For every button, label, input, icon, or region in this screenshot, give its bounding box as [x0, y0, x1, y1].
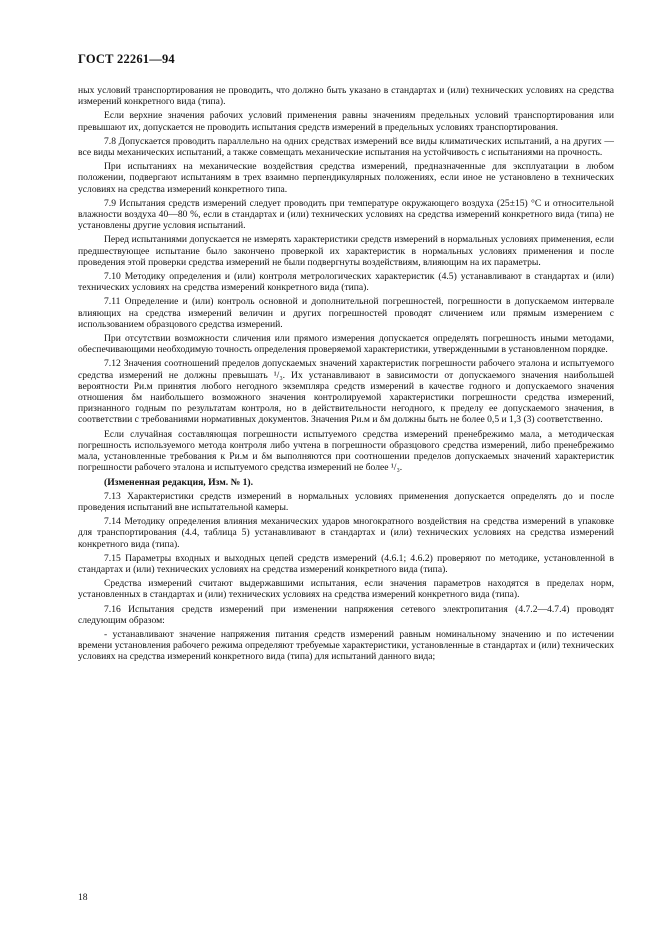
paragraph: 7.9 Испытания средств измерений следует проводить при температуре окружающего воздуха (25±15) °С и относительной влажности воздуха 40—80 %, если в стандартах и (или) технических условиях на средства измерений конкретного вида (типа) не установлены другие условия испытаний. [78, 197, 614, 232]
paragraph: При испытаниях на механические воздействия средства измерений, предназначенные для эксплуатации в любом положении, подвергают испытаниям в трех взаимно перпендикулярных положениях, если иное не установлено в технических условиях на средства измерений конкретного типа. [78, 161, 614, 195]
paragraph: 7.14 Методику определения влияния механических ударов многократного воздействия на средства измерений в упаковке для транспортирования (4.4, таблица 5) устанавливают в стандартах и (или) технических условиях на средства измерений конкретного вида (типа). [78, 516, 614, 550]
paragraph: 7.8 Допускается проводить параллельно на одних средствах измерений все виды климатических испытаний, а на других — все виды механических испытаний, а также совмещать механические испытания на устойчивость с испытаниями на прочность. [78, 135, 614, 159]
paragraph: 7.13 Характеристики средств измерений в нормальных условиях применения допускается определять до и после проведения испытаний вне испытательной камеры. [78, 490, 614, 513]
amendment-note: (Измененная редакция, Изм. № 1). [104, 476, 254, 488]
paragraph: 7.16 Испытания средств измерений при изменении напряжения сетевого электропитания (4.7.2—4.7.4) проводят следующим образом: [78, 603, 614, 626]
paragraph: ных условий транспортирования не проводить, что должно быть указано в стандартах и (или) технических условиях на средства измерений конкретного вида (типа). [78, 85, 614, 108]
paragraph: Если случайная составляющая погрешности испытуемого средства измерений пренебрежимо мала, а методическая погрешность используемого метода контроля либо учтена в погрешности образцового средства измерений, либо пренебрежимо мала, установленные требования к Pи.м и δм выполняются при соотношении пределов допускаемых значений характеристик погрешности рабочего эталона и испытуемого средства измерений не более ¹/₃. [78, 428, 614, 474]
paragraph: Перед испытаниями допускается не измерять характеристики средств измерений в нормальных условиях применения, если предшествующее испытание было закончено проверкой их характеристик в нормальных условиях применения и после проведения этой проверки средства измерений не были подвергнуты воздействиям, влияющим на их параметры. [78, 234, 614, 268]
body-text [78, 85, 614, 663]
document-page [78, 52, 614, 666]
paragraph: При отсутствии возможности сличения или прямого измерения допускается определять погрешность иными методами, обеспечивающими необходимую точность определения проверяемой характеристики, утвержденными в установленном порядке. [78, 333, 614, 356]
paragraph: Если верхние значения рабочих условий применения равны значениям предельных условий транспортирования или превышают их, допускается не проводить испытания средств измерений в предельных условиях транспортирования. [78, 110, 614, 133]
paragraph: - устанавливают значение напряжения питания средств измерений равным номинальному значению и по истечении времени установления рабочего режима определяют требуемые характеристики, установленные в стандартах и (или) технических условиях на средства измерений конкретного вида (типа) для испытаний данного вида; [78, 628, 614, 663]
paragraph: 7.11 Определение и (или) контроль основной и дополнительной погрешностей, погрешности в допускаемом интервале влияющих на средства измерений величин и других погрешностей проводят сличением или прямым измерением с использованием образцового средства измерений. [78, 296, 614, 330]
document-header: ГОСТ 22261—94 [78, 52, 175, 66]
page-number: 18 [78, 892, 88, 903]
paragraph: Средства измерений считают выдержавшими испытания, если значения параметров находятся в пределах норм, установленных в стандартах и (или) технических условиях на средства измерений конкретного вида (типа). [78, 578, 614, 601]
paragraph: 7.10 Методику определения и (или) контроля метрологических характеристик (4.5) устанавливают в стандартах и (или) технических условиях на средства измерений конкретного вида (типа). [78, 271, 614, 294]
paragraph: 7.15 Параметры входных и выходных цепей средств измерений (4.6.1; 4.6.2) проверяют по методике, установленной в стандартах и (или) технических условиях на средства измерений конкретного вида (типа). [78, 552, 614, 575]
paragraph: 7.12 Значения соотношений пределов допускаемых значений характеристик погрешности рабочего эталона и испытуемого средства измерений не должны превышать ¹/₃. Их устанавливают в зависимости от допускаемого значения наибольшей вероятности Pи.м принятия любого негодного экземпляра средств измерений в качестве годного и допускаемого значения отношения δм наибольшего возможного значения контролируемой характеристики погрешности средства измерений, признанного годным по результатам контроля, но в действительности негодного, к пределу ее допускаемого значения, в соответствии с требованиями нормативных документов. Значения Pи.м и δм должны быть не более 0,5 и 1,3 (3) соответственно. [78, 358, 614, 426]
